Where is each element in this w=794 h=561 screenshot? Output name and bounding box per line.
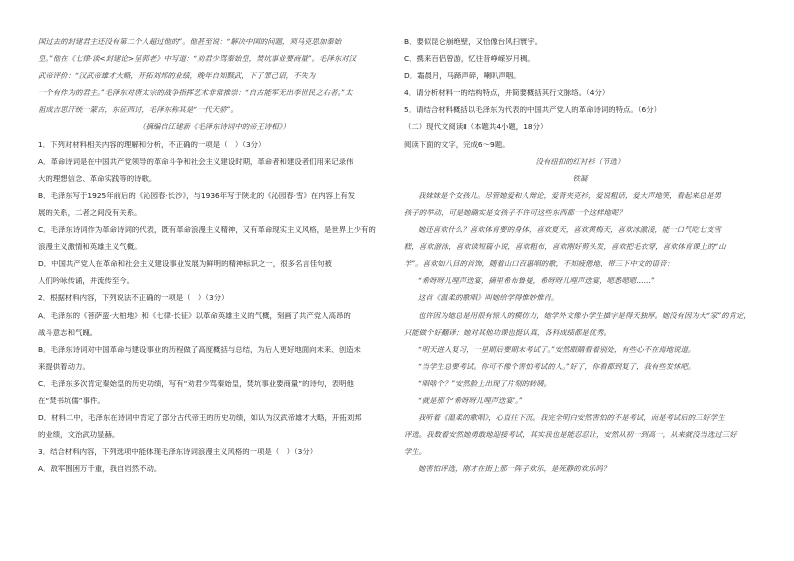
text-line: 阅读下面的文字，完成6～9题。 [404, 140, 510, 149]
text-line: C．毛泽东多次肯定秦始皇的历史功绩，写有“劝君少骂秦始皇，焚坑事业要商量”的诗句，表明他 [38, 379, 354, 388]
text-line: 2．根据材料内容，下列说法不正确的一项是（ ）（3分） [38, 294, 229, 303]
text-line: 糕，喜欢游泳，喜欢读短篇小说，喜欢粗布，喜欢刚好剪头发，喜欢把毛衣穿，喜欢体育课上的“山 [404, 243, 726, 252]
text-line: A．毛泽东的《菩萨蛮·大柏地》和《七律·长征》以革命英雄主义的气概，刻画了共产党人高昂的 [38, 311, 351, 320]
text-line: （二）现代文阅读Ⅱ（本题共4小题，18分） [404, 123, 548, 132]
text-line: 来提供着动力。 [38, 362, 90, 371]
text-line: （摘编自江建新《毛泽东诗词中的帝王诗相》） [138, 123, 290, 132]
text-line: 我妹妹是个女孩儿。尽管她爱和人辩论，爱背夹克衫，爱说粗话，爱大声地笑，看起来总是男 [418, 191, 722, 200]
text-line: 她还喜欢什么？喜欢体育要的身体，喜欢夏天，喜欢黄梅天，喜欢冰激凌，能一口气吃七支雪 [418, 226, 722, 235]
text-line: 铁凝 [572, 174, 588, 183]
text-line: 只能做个好翻译；她对其他功课也挺认真，各科成绩都是优秀。 [404, 328, 611, 337]
text-line: “当学生总要考试。你可不像个害怕考试的人。”好了，你看都到复了，我有些发怵吧。 [418, 362, 696, 371]
text-line: 祖成吉思汗统一蒙古，东征西讨，毛泽东称其是“一代天骄”。 [38, 106, 238, 115]
text-line: C．毛泽东诗词作为革命诗词的代表，既有革命浪漫主义精神，又有革命现实主义风格，是世界上少有的 [38, 226, 376, 235]
text-line: 国过去的封建君主还没有第二个人超过他的”。他甚至说：“解决中国的问题，须马克思加秦始 [38, 38, 342, 46]
text-line: A．敌军围困万千重，我自岿然不动。 [38, 465, 162, 474]
text-line: B．毛泽东诗词对中国革命与建设事业的历程做了高度概括与总结，为后人更好地面向未来、创造未 [38, 345, 361, 354]
text-line: 的业绩，文治武功显赫。 [38, 431, 120, 440]
text-line: B．毛泽东写于1925年前后的《沁园春·长沙》，与1936年写于陕北的《沁园春·雪》在内容上有发 [38, 191, 356, 200]
text-line: 5．请结合材料概括以毛泽东为代表的中国共产党人的革命诗词的特点。（6分） [404, 106, 661, 115]
text-line: B．要似昆仑崩绝壁，又恰像台风扫寰宇。 [404, 38, 543, 46]
text-line: “唱啥个？”安然脸上出现了片刻的转暖。 [418, 379, 552, 388]
text-line: 这首《温柔的歌唱》叫她给学得惟妙惟肖。 [418, 294, 559, 303]
text-line: 在“焚书坑儒”事件。 [38, 396, 105, 405]
text-line: C．携来百侣曾游，忆往昔峥嵘岁月稠。 [404, 55, 535, 64]
text-line: D．材料二中，毛泽东在诗词中肯定了部分古代帝王的历史功绩，如认为汉武帝雄才大略，开拓刘邦 [38, 414, 362, 423]
text-line: 我听着《温柔的歌唱》，心直往下沉。我完全明白安然害怕的不是考试，而是考试后的三好学生 [418, 414, 725, 423]
left-column [38, 38, 390, 482]
text-line: 羊”。喜欢如八目的首饰，随着山口百惠唱的歌，不知疲倦地、带三下中文的语音： [404, 260, 674, 269]
text-line: D．中国共产党人在革命和社会主义建设事业发展为鲜明的精神标识之一，很多名言佳句被 [38, 260, 332, 269]
text-line: A．革命诗词是在中国共产党领导的革命斗争和社会主义建设时期，革命者和建设者们用来记录伟 [38, 157, 354, 166]
text-line: 3．结合材料内容，下列选项中能体现毛泽东诗词浪漫主义风格的一项是（ ）（3分） [38, 448, 318, 457]
text-line: 4．请分析材料一的结构特点，并简要概括其行文脉络。（4分） [404, 89, 610, 98]
text-line: 浪漫主义激情和英雄主义气概。 [38, 243, 142, 252]
text-line: 1．下列对材料相关内容的理解和分析，不正确的一项是（ ）（3分） [38, 140, 266, 149]
text-line: 评选。我数着安然她勇敢地迎接考试，其实我也是能忍忍让，安然从初一到高一，从来就没当选过三好 [404, 431, 737, 440]
text-line: 武帝评价：“汉武帝雄才大略，开拓刘邦的业绩，晚年自知黩武，下了罪己诏，不失为 [38, 72, 316, 81]
text-line: 大的理想信念、革命实践等的诗歌。 [38, 174, 157, 183]
text-line: 学生。 [404, 448, 427, 457]
text-line: D．霜晨月，马蹄声碎，喇叭声咽。 [404, 72, 521, 81]
text-line: “希呀呀儿哩声迭宴，摘里希布鲁曼，希呀呀儿哩声迭宴，嗯悉嗯嗯……” [418, 277, 655, 286]
text-line: 皇。”他在《七律·读<封建论>呈郭老》中写道：“劝君少骂秦始皇，焚坑事业要商量”。毛泽东对汉 [38, 55, 356, 64]
text-line: 也许因为她总是用很有惊人的模仿力，她学外文像小学生描字是得天独厚。她没有因为大“家”的肯定， [418, 311, 751, 320]
text-line: 展的关系，二者之间没有关系。 [38, 208, 142, 217]
text-line: “明天进入复习，一星期后要期末考试了。”安然眼睛看着别处，有些心不在焉地说道。 [418, 345, 696, 354]
text-line: 一个有作为的君主。”毛泽东对唐太宗的战争指挥艺术非常推崇：“自古能军无出李世民之右者。”太 [38, 89, 353, 98]
text-line: 战斗意志和气魄。 [38, 328, 98, 337]
text-line: 孩子的举动，可是她确实是女孩子不许可这些东西都一个这样地呢？ [404, 208, 626, 217]
text-line: 她害怕评选，刚才在街上那一阵子欢乐，是死静的欢乐吗？ [418, 465, 611, 474]
right-column [404, 38, 756, 482]
text-line: “就是那个‘希呀呀儿哩声迭宴’。” [418, 396, 523, 405]
text-line: 人们吟咏传诵，并流传至今。 [38, 277, 135, 286]
text-line: 没有纽扣的红衬衫（节选） [535, 157, 625, 166]
